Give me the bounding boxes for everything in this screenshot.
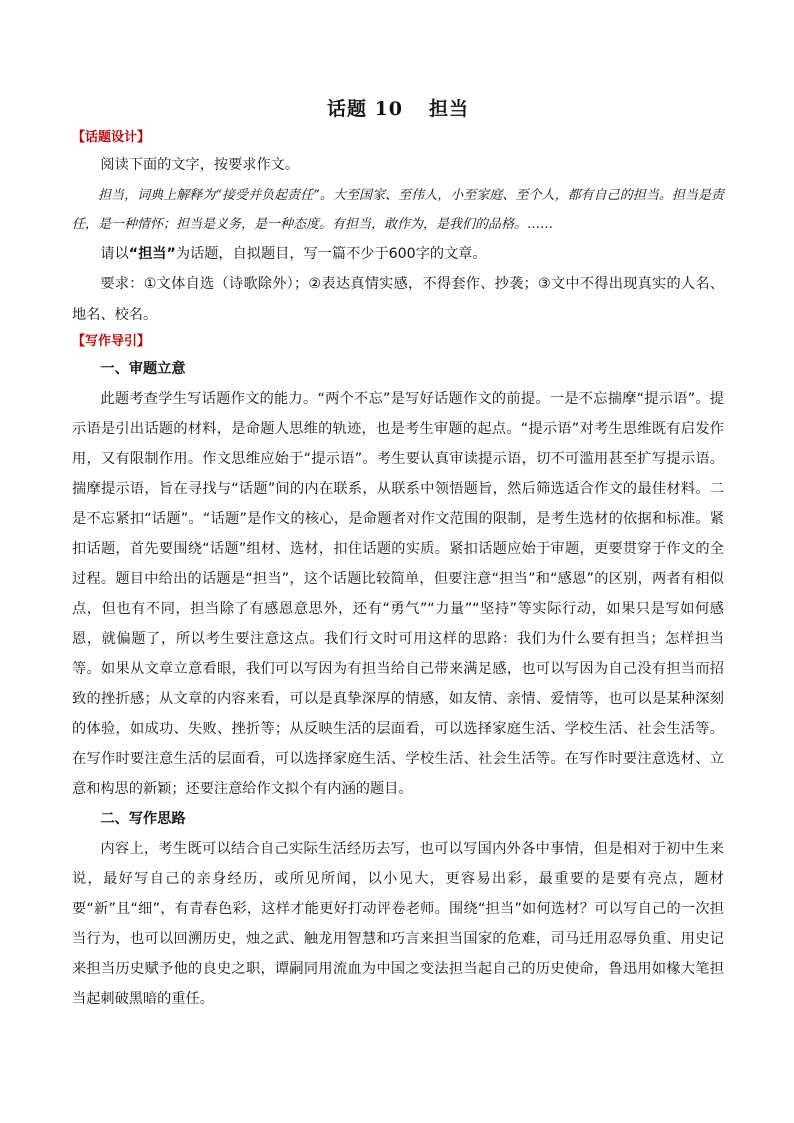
- title-main: 担当: [429, 98, 470, 120]
- section-tag-design: 【话题设计】: [72, 130, 151, 145]
- title-prefix: 话题 10: [326, 98, 404, 120]
- document-page: [72, 96, 724, 1014]
- review-paragraph: 此题考查学生写话题作文的能力。“两个不忘”是写好话题作文的前提。一是不忘揣摩“提示语”。提示语是引出话题的材料，是命题人思维的轨迹，也是考生审题的起点。“提示语”对考生思维既有启发作用，又有限制作用。作文思维应始于“提示语”。考生要认真审读提示语，切不可滥用甚至扩写提示语。揣摩提示语，旨在寻找与“话题”间的内在联系，从联系中领悟题旨，然后筛选适合作文的最佳材料。二是不忘紧扣“话题”。“话题”是作文的核心，是命题者对作文范围的限制，是考生选材的依据和标准。紧扣话题，首先要围绕“话题”组材、选材，扣住话题的实质。紧扣话题应始于审题，更要贯穿于作文的全过程。题目中给出的话题是“担当”，这个话题比较简单，但要注意“担当”和“感恩”的区别，两者有相似点，但也有不同，担当除了有感恩意思外，还有“勇气”“力量”“坚持”等实际行动，如果只是写如何感恩，就偏题了，所以考生要注意这点。我们行文时可用这样的思路：我们为什么要有担当；怎样担当等。如果从文章立意看眼，我们可以写因为有担当给自己带来满足感，也可以写因为自己没有担当而招致的挫折感；从文章的内容来看，可以是真挚深厚的情感，如友情、亲情、爱情等，也可以是某种深刻的体验，如成功、失败、挫折等；从反映生活的层面看，可以选择家庭生活、学校生活、社会生活等。在写作时要注意生活的层面看，可以选择家庭生活、学校生活、社会生活等。在写作时要注意选材、立意和构思的新颖；还要注意给作文拟个有内涵的题目。: [72, 391, 724, 797]
- task-post: 为话题，自拟题目，写一篇不少于600字的文章。: [175, 245, 487, 262]
- heading-writing: 二、写作思路: [100, 811, 186, 827]
- prompt-text: 担当，词典上解释为“接受并负起责任”。大至国家、至伟人，小至家庭、至个人，都有自己的担当。担当是责任，是一种情怀；担当是义务，是一种态度。有担当，敢作为，是我们的品格。……: [72, 187, 724, 232]
- section-tag-guide: 【写作导引】: [72, 334, 151, 349]
- intro-paragraph: 阅读下面的文字，按要求作文。: [100, 157, 300, 173]
- task-keyword: “担当”: [128, 245, 176, 262]
- heading-review: 一、审题立意: [100, 361, 186, 377]
- writing-paragraph: 内容上，考生既可以结合自己实际生活经历去写，也可以写国内外各中事情，但是相对于初中生来说，最好写自己的亲身经历，或所见所闻，以小见大，更容易出彩，最重要的是要有亮点，题材要“新”且“细”，有青春色彩，这样才能更好打动评卷老师。围绕“担当”如何选材？可以写自己的一次担当行为，也可以回溯历史，烛之武、触龙用智慧和巧言来担当国家的危难，司马迁用忍辱负重、用史记来担当历史赋予他的良史之职，谭嗣同用流血为中国之变法担当起自己的历史使命，鲁迅用如椽大笔担当起刺破黑暗的重任。: [72, 841, 724, 1007]
- task-paragraph: [72, 239, 724, 270]
- requirements-paragraph: 要求：①文体自选（诗歌除外）；②表达真情实感，不得套作、抄袭；③文中不得出现真实的人名、地名、校名。: [72, 276, 724, 323]
- document-title: [72, 96, 724, 122]
- task-pre: 请以: [100, 245, 129, 262]
